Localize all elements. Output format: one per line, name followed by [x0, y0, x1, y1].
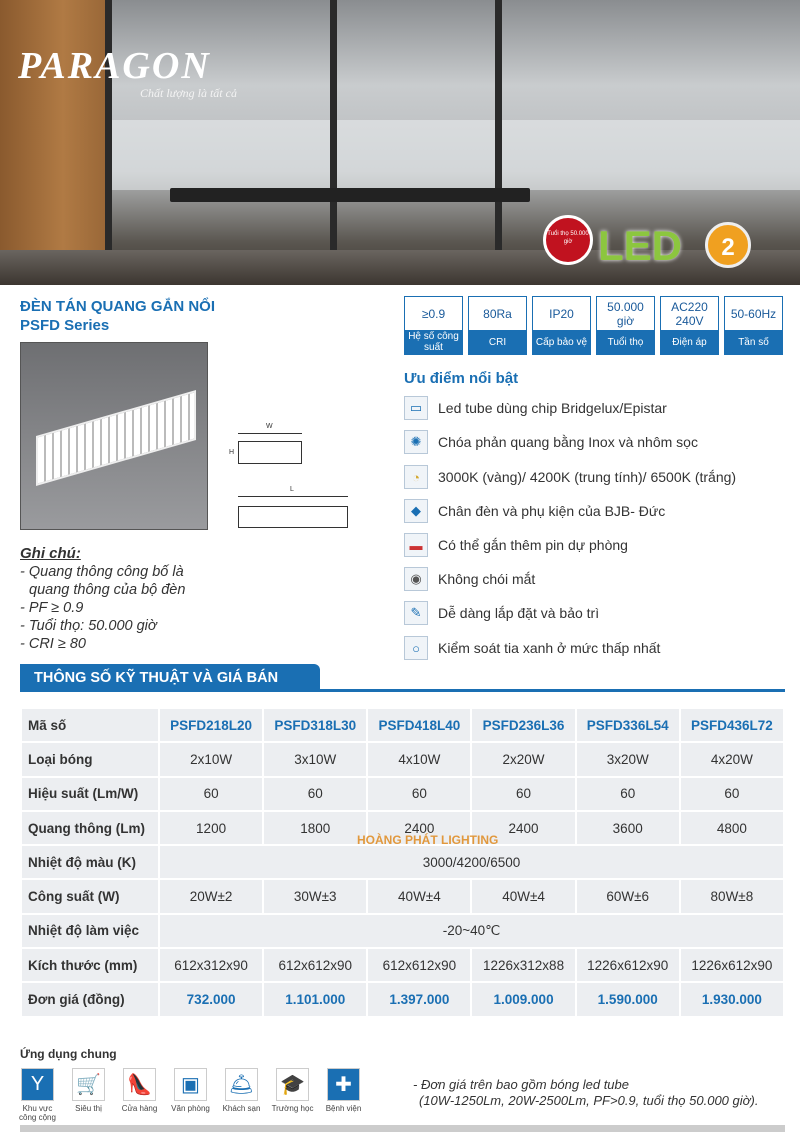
cell: 612x612x90 [263, 948, 367, 982]
spec-price-table [20, 707, 785, 1018]
model-code: PSFD436L72 [680, 708, 784, 742]
cell: 1200 [159, 811, 263, 845]
spec-frequency [724, 296, 783, 355]
app-label: Siêu thị [75, 1104, 102, 1113]
feature-text: Chân đèn và phụ kiện của BJB- Đức [438, 503, 666, 519]
feature-item [404, 396, 667, 420]
feature-item [404, 430, 698, 454]
app-supermarket [71, 1068, 106, 1122]
spec-value: 80Ra [483, 306, 512, 321]
row-label: Đơn giá (đồng) [21, 982, 159, 1016]
glass-frame [330, 0, 337, 285]
cell: 40W±4 [367, 879, 471, 913]
spec-value: 50-60Hz [730, 306, 777, 321]
app-public [20, 1068, 55, 1122]
dim-l-label: L [290, 486, 294, 493]
cell: 40W±4 [471, 879, 575, 913]
app-label: Cửa hàng [121, 1104, 158, 1113]
spec-label: Điện áp [661, 330, 718, 354]
feature-item [404, 601, 599, 625]
lamp-illustration [36, 390, 196, 486]
price-cell: 1.930.000 [680, 982, 784, 1016]
reflector-icon: ✺ [404, 430, 428, 454]
price-cell: 1.009.000 [471, 982, 575, 1016]
brand-logo: PARAGON [18, 45, 211, 87]
spec-label: Hệ số công suất [405, 330, 462, 354]
glass-frame [105, 0, 112, 285]
feature-item [404, 567, 535, 591]
watermark-logo: HOÀNG PHÁT LIGHTING [357, 833, 499, 847]
color-temp-icon: ◔ [404, 465, 428, 489]
spec-value: IP20 [549, 306, 574, 321]
cell: -20~40℃ [159, 914, 784, 948]
footer-bar [20, 1125, 785, 1132]
spec-value: 50.000 giờ [607, 299, 644, 328]
feature-text: Chóa phản quang bằng Inox và nhôm sọc [438, 434, 698, 450]
shoe-icon: 👠 [123, 1068, 156, 1101]
cell: 60 [576, 777, 680, 811]
note-item: quang thông của bộ đèn [29, 582, 186, 598]
price-note-line: - Đơn giá trên bao gồm bóng led tube [413, 1077, 629, 1092]
table-row [21, 982, 784, 1016]
table-row [21, 879, 784, 913]
cell: 2400 [367, 811, 471, 845]
waiter-icon: 🛎 [225, 1068, 258, 1101]
spec-ip [532, 296, 591, 355]
price-cell: 1.101.000 [263, 982, 367, 1016]
wood-panel [0, 0, 105, 285]
product-image [20, 342, 208, 530]
table-row [21, 708, 784, 742]
battery-icon: ▬ [404, 533, 428, 557]
app-label: Văn phòng [171, 1104, 210, 1113]
model-code: PSFD336L54 [576, 708, 680, 742]
section-title: THÔNG SỐ KỸ THUẬT VÀ GIÁ BÁN [20, 664, 320, 692]
feature-item [404, 533, 628, 557]
cell: 2400 [471, 811, 575, 845]
app-label: Khu vực công cộng [19, 1104, 56, 1122]
feature-text: 3000K (vàng)/ 4200K (trung tính)/ 6500K (trắng) [438, 469, 737, 485]
row-label: Nhiệt độ làm việc [21, 914, 159, 948]
brand-tagline: Chất lượng là tất cả [140, 86, 237, 100]
spec-label: Cấp bảo vệ [533, 330, 590, 354]
cell: 60 [367, 777, 471, 811]
cell: 4x10W [367, 742, 471, 776]
spec-pf [404, 296, 463, 355]
table-row [21, 914, 784, 948]
computer-icon: ▣ [174, 1068, 207, 1101]
road-icon: Y [21, 1068, 54, 1101]
cell: 3x10W [263, 742, 367, 776]
eye-icon: ◉ [404, 567, 428, 591]
model-code: PSFD218L20 [159, 708, 263, 742]
warranty-years-badge: 2 [705, 222, 751, 268]
glass-frame [495, 0, 502, 285]
cell: 1226x312x88 [471, 948, 575, 982]
feature-text: Không chói mắt [438, 571, 536, 587]
applications-list [20, 1068, 361, 1122]
led-chip-icon: ▭ [404, 396, 428, 420]
table-row [21, 948, 784, 982]
feature-text: Dễ dàng lắp đặt và bảo trì [438, 605, 600, 621]
advantages-title: Ưu điểm nổi bật [404, 370, 519, 387]
app-label: Trường học [271, 1104, 314, 1113]
note-item: - Quang thông công bố là [20, 564, 184, 580]
spec-cri [468, 296, 527, 355]
frosted-glass [105, 120, 800, 190]
price-cell: 1.590.000 [576, 982, 680, 1016]
cart-icon: 🛒 [72, 1068, 105, 1101]
spec-voltage [660, 296, 719, 355]
app-hospital [326, 1068, 361, 1122]
feature-text: Có thể gắn thêm pin dự phòng [438, 537, 628, 553]
price-cell: 1.397.000 [367, 982, 471, 1016]
table-row [21, 742, 784, 776]
cell: 30W±3 [263, 879, 367, 913]
medical-cross-icon: ✚ [327, 1068, 360, 1101]
spec-label: Tuổi thọ [597, 330, 654, 354]
note-item: - CRI ≥ 80 [20, 636, 86, 652]
cell: 60 [159, 777, 263, 811]
cell: 4x20W [680, 742, 784, 776]
app-label: Bệnh viện [325, 1104, 362, 1113]
product-series: PSFD Series [20, 317, 110, 334]
row-label: Quang thông (Lm) [21, 811, 159, 845]
app-shop [122, 1068, 157, 1122]
price-note [413, 1077, 758, 1109]
product-title: ĐÈN TÁN QUANG GẮN NỔI [20, 298, 215, 315]
cell: 612x312x90 [159, 948, 263, 982]
diamond-icon: ◆ [404, 499, 428, 523]
cell: 1226x612x90 [680, 948, 784, 982]
feature-item [404, 636, 660, 660]
feature-item [404, 465, 736, 489]
cell: 4800 [680, 811, 784, 845]
cell: 1800 [263, 811, 367, 845]
row-label: Mã số [21, 708, 159, 742]
feature-text: Led tube dùng chip Bridgelux/Epistar [438, 400, 667, 416]
app-label: Khách sạn [222, 1104, 261, 1113]
row-label: Hiệu suất (Lm/W) [21, 777, 159, 811]
notes [20, 545, 185, 653]
cell: 2x10W [159, 742, 263, 776]
cell: 80W±8 [680, 879, 784, 913]
meeting-table [170, 188, 530, 202]
feature-text: Kiểm soát tia xanh ở mức thấp nhất [438, 640, 661, 656]
cell: 3000/4200/6500 [159, 845, 784, 879]
row-label: Loại bóng [21, 742, 159, 776]
feature-item [404, 499, 665, 523]
spec-label: CRI [469, 330, 526, 354]
hero-banner [0, 0, 800, 285]
price-note-line: (10W-1250Lm, 20W-2500Lm, PF>0.9, tuổi thọ 50.000 giờ). [419, 1093, 759, 1108]
cell: 612x612x90 [367, 948, 471, 982]
cell: 3600 [576, 811, 680, 845]
model-code: PSFD418L40 [367, 708, 471, 742]
dim-w-label: W [266, 423, 273, 430]
price-cell: 732.000 [159, 982, 263, 1016]
led-badge: LED [598, 222, 682, 269]
row-label: Nhiệt độ màu (K) [21, 845, 159, 879]
applications-title: Ứng dụng chung [20, 1047, 117, 1061]
table-row [21, 845, 784, 879]
app-hotel [224, 1068, 259, 1122]
warranty-badge: Tuổi thọ 50.000 giờ [543, 215, 593, 265]
graduation-cap-icon: 🎓 [276, 1068, 309, 1101]
spec-value: ≥0.9 [421, 306, 446, 321]
cell: 3x20W [576, 742, 680, 776]
cell: 20W±2 [159, 879, 263, 913]
cell: 60 [471, 777, 575, 811]
table-row [21, 777, 784, 811]
notes-title: Ghi chú: [20, 545, 81, 562]
dim-line [238, 433, 302, 434]
wrench-thumbsup-icon: ✎ [404, 601, 428, 625]
cell: 60 [680, 777, 784, 811]
model-code: PSFD318L30 [263, 708, 367, 742]
spec-badges [404, 296, 783, 355]
section-header [20, 664, 785, 692]
spec-life [596, 296, 655, 355]
dim-side-view [238, 506, 348, 528]
cell: 60 [263, 777, 367, 811]
note-item: - Tuổi thọ: 50.000 giờ [20, 618, 157, 634]
cell: 2x20W [471, 742, 575, 776]
dim-front-view [238, 441, 302, 464]
row-label: Kích thước (mm) [21, 948, 159, 982]
spec-label: Tần số [725, 330, 782, 354]
note-item: - PF ≥ 0.9 [20, 600, 84, 616]
model-code: PSFD236L36 [471, 708, 575, 742]
app-office [173, 1068, 208, 1122]
app-school [271, 1068, 314, 1122]
spec-value: AC220 240V [671, 299, 708, 328]
dim-line [238, 496, 348, 497]
row-label: Công suất (W) [21, 879, 159, 913]
blue-light-icon: ○ [404, 636, 428, 660]
cell: 60W±6 [576, 879, 680, 913]
cell: 1226x612x90 [576, 948, 680, 982]
dim-h-label: H [229, 449, 235, 456]
